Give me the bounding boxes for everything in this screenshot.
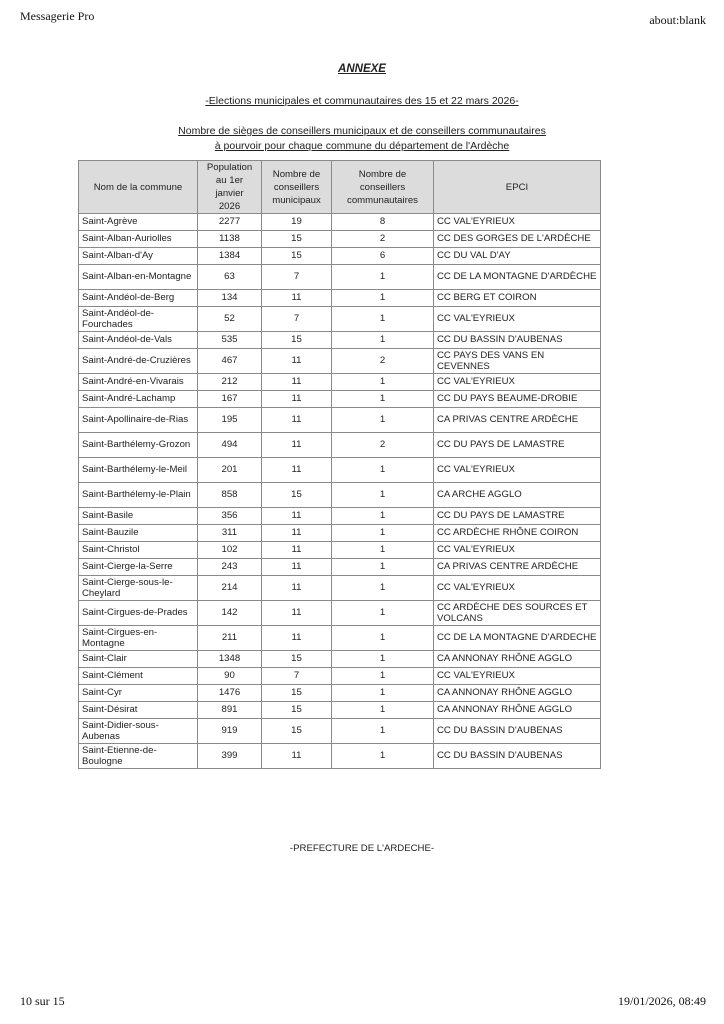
cell-population: 214 [198,576,262,601]
cell-epci: CC DU PAYS BEAUME-DROBIE [434,391,601,408]
table-header-row [79,161,601,214]
cell-commune: Saint-Andéol-de-Berg [79,290,198,307]
cell-epci: CC VAL'EYRIEUX [434,374,601,391]
header-commune: Nom de la commune [79,161,198,214]
cell-communautaires: 1 [332,626,434,651]
table-row [79,559,601,576]
cell-epci: CC ARDÈCHE DES SOURCES ET VOLCANS [434,601,601,626]
cell-communautaires: 1 [332,391,434,408]
cell-epci: CC PAYS DES VANS EN CEVENNES [434,349,601,374]
cell-commune: Saint-Cirgues-de-Prades [79,601,198,626]
cell-epci: CC DU PAYS DE LAMASTRE [434,508,601,525]
cell-epci: CC DE LA MONTAGNE D'ARDÈCHE [434,265,601,290]
cell-municipaux: 11 [262,391,332,408]
cell-municipaux: 11 [262,508,332,525]
cell-epci: CC VAL'EYRIEUX [434,576,601,601]
cell-commune: Saint-Apollinaire-de-Rias [79,408,198,433]
header-municipaux: Nombre de conseillers municipaux [262,161,332,214]
cell-municipaux: 11 [262,626,332,651]
table-row [79,508,601,525]
table-row [79,702,601,719]
cell-commune: Saint-Alban-en-Montagne [79,265,198,290]
cell-commune: Saint-Cierge-la-Serre [79,559,198,576]
table-row [79,307,601,332]
cell-municipaux: 7 [262,668,332,685]
cell-communautaires: 1 [332,265,434,290]
cell-population: 1138 [198,231,262,248]
cell-municipaux: 11 [262,559,332,576]
table-row [79,374,601,391]
table-row [79,433,601,458]
cell-communautaires: 1 [332,408,434,433]
cell-epci: CC DU BASSIN D'AUBENAS [434,719,601,744]
cell-epci: CC VAL'EYRIEUX [434,668,601,685]
table-row [79,265,601,290]
cell-commune: Saint-Andéol-de-Vals [79,332,198,349]
cell-communautaires: 2 [332,231,434,248]
cell-municipaux: 11 [262,525,332,542]
cell-population: 201 [198,458,262,483]
cell-commune: Saint-Basile [79,508,198,525]
cell-epci: CC DU BASSIN D'AUBENAS [434,744,601,769]
cell-population: 356 [198,508,262,525]
cell-municipaux: 7 [262,265,332,290]
page-url: about:blank [649,13,706,27]
cell-commune: Saint-Christol [79,542,198,559]
cell-commune: Saint-Barthélemy-Grozon [79,433,198,458]
cell-epci: CA PRIVAS CENTRE ARDÈCHE [434,559,601,576]
table-row [79,542,601,559]
cell-population: 211 [198,626,262,651]
cell-municipaux: 15 [262,702,332,719]
cell-communautaires: 1 [332,307,434,332]
cell-population: 63 [198,265,262,290]
cell-commune: Saint-Alban-d'Ay [79,248,198,265]
cell-municipaux: 11 [262,601,332,626]
cell-epci: CA ARCHE AGGLO [434,483,601,508]
cell-communautaires: 1 [332,744,434,769]
table-row [79,332,601,349]
cell-municipaux: 11 [262,458,332,483]
table-row [79,525,601,542]
cell-epci: CA ANNONAY RHÔNE AGGLO [434,702,601,719]
cell-commune: Saint-Clément [79,668,198,685]
cell-communautaires: 1 [332,702,434,719]
cell-communautaires: 1 [332,290,434,307]
cell-population: 212 [198,374,262,391]
cell-population: 311 [198,525,262,542]
table-row [79,391,601,408]
cell-communautaires: 1 [332,508,434,525]
cell-commune: Saint-Désirat [79,702,198,719]
cell-epci: CA ANNONAY RHÔNE AGGLO [434,651,601,668]
cell-commune: Saint-Barthélemy-le-Meil [79,458,198,483]
table-row [79,576,601,601]
cell-population: 243 [198,559,262,576]
header-population: Population au 1er janvier 2026 [198,161,262,214]
table-body [79,214,601,769]
cell-epci: CC DU VAL D'AY [434,248,601,265]
table-row [79,601,601,626]
cell-communautaires: 1 [332,332,434,349]
cell-epci: CC DES GORGES DE L'ARDÈCHE [434,231,601,248]
cell-epci: CC VAL'EYRIEUX [434,458,601,483]
cell-population: 535 [198,332,262,349]
app-title: Messagerie Pro [20,9,95,23]
cell-commune: Saint-Barthélemy-le-Plain [79,483,198,508]
cell-communautaires: 1 [332,374,434,391]
cell-municipaux: 15 [262,719,332,744]
cell-municipaux: 15 [262,248,332,265]
cell-municipaux: 11 [262,374,332,391]
cell-municipaux: 15 [262,651,332,668]
header-epci: EPCI [434,161,601,214]
cell-epci: CA PRIVAS CENTRE ARDÈCHE [434,408,601,433]
cell-municipaux: 11 [262,576,332,601]
cell-population: 919 [198,719,262,744]
cell-communautaires: 1 [332,458,434,483]
cell-communautaires: 1 [332,651,434,668]
cell-epci: CC DE LA MONTAGNE D'ARDECHE [434,626,601,651]
cell-epci: CC DU PAYS DE LAMASTRE [434,433,601,458]
cell-commune: Saint-Cierge-sous-le-Cheylard [79,576,198,601]
cell-municipaux: 15 [262,332,332,349]
cell-epci: CC BERG ET COIRON [434,290,601,307]
print-timestamp: 19/01/2026, 08:49 [617,994,706,1008]
table-row [79,651,601,668]
cell-population: 52 [198,307,262,332]
cell-communautaires: 1 [332,719,434,744]
cell-municipaux: 11 [262,542,332,559]
page-indicator: 10 sur 15 [20,994,65,1008]
cell-population: 134 [198,290,262,307]
heading-line-1: Nombre de sièges de conseillers municipaux et de conseillers communautaires [178,125,546,137]
table-row [79,290,601,307]
table-row [79,719,601,744]
cell-population: 1384 [198,248,262,265]
cell-commune: Saint-Cirgues-en-Montagne [79,626,198,651]
cell-communautaires: 1 [332,559,434,576]
cell-communautaires: 1 [332,483,434,508]
table-row [79,483,601,508]
cell-commune: Saint-André-en-Vivarais [79,374,198,391]
cell-communautaires: 8 [332,214,434,231]
table-row [79,248,601,265]
cell-epci: CC VAL'EYRIEUX [434,307,601,332]
cell-municipaux: 11 [262,744,332,769]
cell-epci: CC VAL'EYRIEUX [434,542,601,559]
cell-communautaires: 2 [332,433,434,458]
cell-communautaires: 1 [332,576,434,601]
cell-population: 399 [198,744,262,769]
cell-commune: Saint-Etienne-de-Boulogne [79,744,198,769]
document-heading [0,124,724,154]
cell-commune: Saint-André-Lachamp [79,391,198,408]
heading-line-2: à pourvoir pour chaque commune du département de l'Ardèche [214,140,510,152]
cell-commune: Saint-Cyr [79,685,198,702]
cell-municipaux: 11 [262,290,332,307]
header-communautaires: Nombre de conseillers communautaires [332,161,434,214]
document-subtitle: -Elections municipales et communautaires des 15 et 22 mars 2026- [205,95,519,107]
cell-population: 167 [198,391,262,408]
cell-municipaux: 11 [262,349,332,374]
cell-communautaires: 6 [332,248,434,265]
table-row [79,231,601,248]
cell-epci: CC ARDÈCHE RHÔNE COIRON [434,525,601,542]
cell-population: 1476 [198,685,262,702]
cell-commune: Saint-Bauzile [79,525,198,542]
cell-communautaires: 1 [332,525,434,542]
seats-table [78,160,601,769]
table-row [79,685,601,702]
cell-population: 142 [198,601,262,626]
cell-population: 467 [198,349,262,374]
cell-communautaires: 1 [332,542,434,559]
cell-communautaires: 1 [332,601,434,626]
table-row [79,744,601,769]
cell-commune: Saint-Andéol-de-Fourchades [79,307,198,332]
cell-municipaux: 11 [262,433,332,458]
cell-population: 891 [198,702,262,719]
table-row [79,408,601,433]
cell-communautaires: 1 [332,668,434,685]
table-row [79,626,601,651]
cell-commune: Saint-André-de-Cruzières [79,349,198,374]
cell-municipaux: 15 [262,483,332,508]
cell-epci: CC DU BASSIN D'AUBENAS [434,332,601,349]
table-row [79,214,601,231]
cell-commune: Saint-Clair [79,651,198,668]
cell-population: 102 [198,542,262,559]
cell-municipaux: 7 [262,307,332,332]
cell-municipaux: 15 [262,231,332,248]
cell-population: 90 [198,668,262,685]
cell-communautaires: 2 [332,349,434,374]
cell-commune: Saint-Alban-Auriolles [79,231,198,248]
table-row [79,458,601,483]
cell-commune: Saint-Agrève [79,214,198,231]
cell-population: 1348 [198,651,262,668]
cell-population: 2277 [198,214,262,231]
cell-epci: CA ANNONAY RHÔNE AGGLO [434,685,601,702]
cell-commune: Saint-Didier-sous-Aubenas [79,719,198,744]
table-row [79,349,601,374]
document-footer: -PREFECTURE DE L'ARDECHE- [289,843,435,854]
cell-epci: CC VAL'EYRIEUX [434,214,601,231]
cell-municipaux: 15 [262,685,332,702]
cell-population: 858 [198,483,262,508]
cell-municipaux: 19 [262,214,332,231]
table-row [79,668,601,685]
cell-population: 195 [198,408,262,433]
cell-population: 494 [198,433,262,458]
cell-municipaux: 11 [262,408,332,433]
cell-communautaires: 1 [332,685,434,702]
document-title: ANNEXE [338,63,386,75]
